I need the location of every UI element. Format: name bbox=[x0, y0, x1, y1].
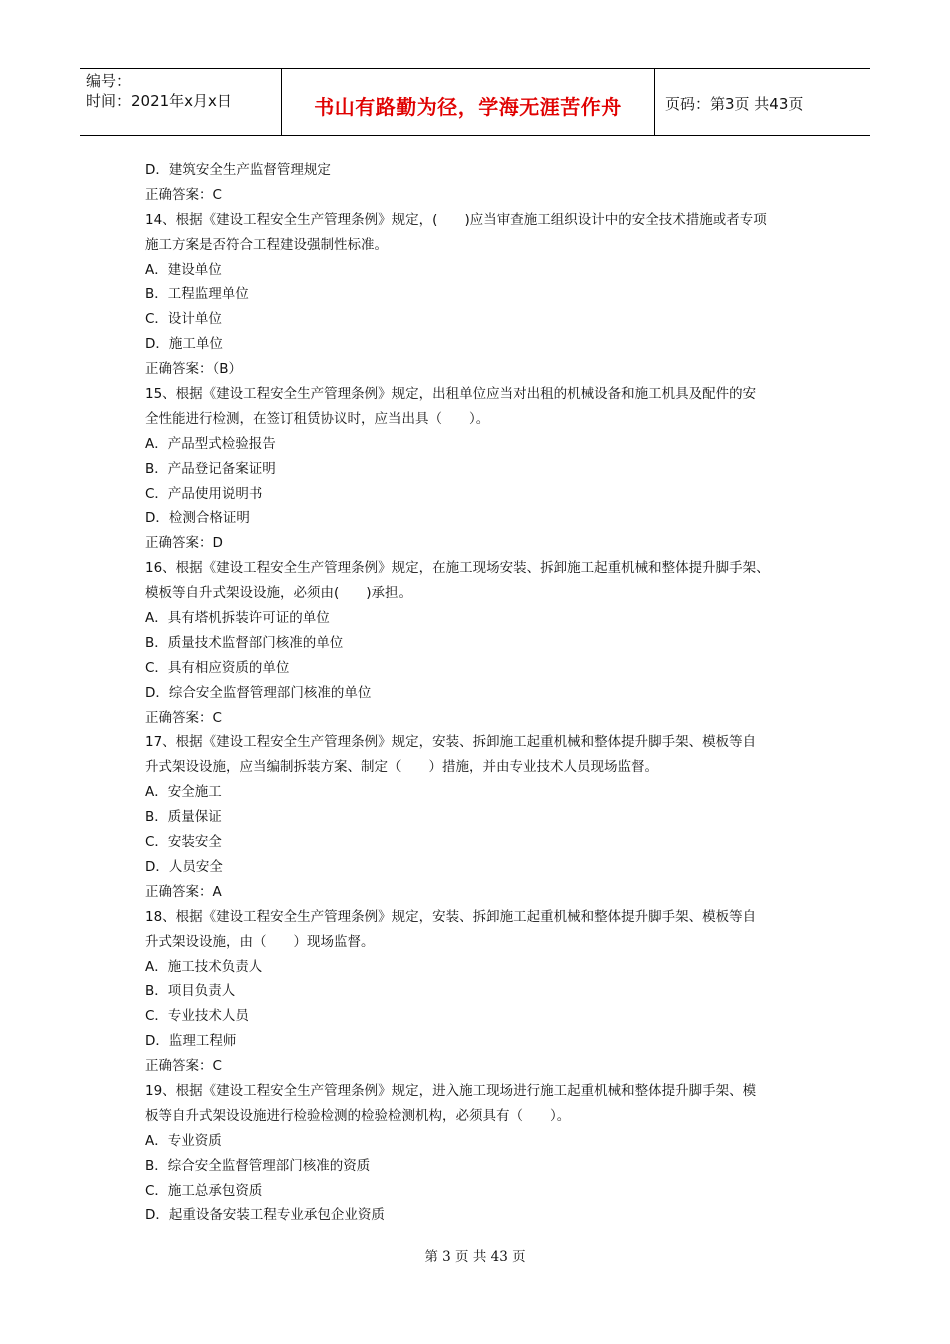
header-page-cell bbox=[655, 69, 870, 135]
text-line: A．安全施工 bbox=[145, 784, 222, 801]
text-line: D．人员安全 bbox=[145, 858, 223, 875]
text-line: 模板等自升式架设设施，必须由( )承担。 bbox=[145, 585, 413, 602]
text-line: B．项目负责人 bbox=[145, 983, 236, 1000]
text-line: B．产品登记备案证明 bbox=[145, 460, 276, 477]
text-line: 正确答案：C bbox=[145, 1058, 222, 1075]
text-line: 正确答案：A bbox=[145, 883, 222, 900]
text-line: B．质量保证 bbox=[145, 809, 222, 826]
text-line: A．产品型式检验报告 bbox=[145, 435, 276, 452]
page-header bbox=[80, 68, 870, 136]
text-line: 升式架设设施，由（ ）现场监督。 bbox=[145, 933, 375, 950]
text-line: 正确答案：D bbox=[145, 535, 223, 552]
text-line: C．具有相应资质的单位 bbox=[145, 659, 290, 676]
text-line: A．具有塔机拆装许可证的单位 bbox=[145, 610, 330, 627]
text-line: B．工程监理单位 bbox=[145, 286, 249, 303]
text-line: 18、根据《建设工程安全生产管理条例》规定，安装、拆卸施工起重机械和整体提升脚手架、模板等自 bbox=[145, 908, 757, 925]
text-line: D．监理工程师 bbox=[145, 1033, 237, 1050]
text-line: A．施工技术负责人 bbox=[145, 958, 263, 975]
text-line: 15、根据《建设工程安全生产管理条例》规定，出租单位应当对出租的机械设备和施工机具及配件的安 bbox=[145, 386, 757, 403]
header-meta-cell bbox=[80, 69, 282, 135]
text-line: 正确答案：（B） bbox=[145, 361, 243, 378]
text-line: A．专业资质 bbox=[145, 1132, 222, 1149]
number-label: 编号： bbox=[86, 72, 132, 90]
text-line: C．产品使用说明书 bbox=[145, 485, 263, 502]
text-line: 板等自升式架设设施进行检验检测的检验检测机构，必须具有（ ）。 bbox=[145, 1107, 571, 1124]
text-line: 升式架设设施，应当编制拆装方案、制定（ ）措施，并由专业技术人员现场监督。 bbox=[145, 759, 658, 776]
text-line: 正确答案：C bbox=[145, 709, 222, 726]
text-line: D．检测合格证明 bbox=[145, 510, 250, 527]
page-footer: 第 3 页 共 43 页 bbox=[424, 1249, 526, 1265]
text-line: D．起重设备安装工程专业承包企业资质 bbox=[145, 1207, 385, 1224]
text-line: 16、根据《建设工程安全生产管理条例》规定，在施工现场安装、拆卸施工起重机械和整体提升脚手架、 bbox=[145, 560, 770, 577]
text-line: C．专业技术人员 bbox=[145, 1008, 249, 1025]
text-line: 正确答案：C bbox=[145, 186, 222, 203]
text-line: D．综合安全监督管理部门核准的单位 bbox=[145, 684, 372, 701]
text-line: B．综合安全监督管理部门核准的资质 bbox=[145, 1157, 371, 1174]
text-line: C．安装安全 bbox=[145, 834, 222, 851]
text-line: D．施工单位 bbox=[145, 336, 223, 353]
header-motto-cell bbox=[282, 69, 655, 135]
text-line: 14、根据《建设工程安全生产管理条例》规定，( )应当审查施工组织设计中的安全技术措施或者专项 bbox=[145, 211, 767, 228]
text-line: C．施工总承包资质 bbox=[145, 1182, 263, 1199]
motto-text: 书山有路勤为径，学海无涯苦作舟 bbox=[314, 95, 622, 119]
text-line: A．建设单位 bbox=[145, 261, 222, 278]
text-line: 全性能进行检测，在签订租赁协议时，应当出具（ ）。 bbox=[145, 410, 490, 427]
text-line: D．建筑安全生产监督管理规定 bbox=[145, 162, 331, 178]
text-line: 17、根据《建设工程安全生产管理条例》规定，安装、拆卸施工起重机械和整体提升脚手架、模板等自 bbox=[145, 734, 757, 751]
question-content bbox=[145, 158, 815, 1228]
text-line: B．质量技术监督部门核准的单位 bbox=[145, 634, 344, 651]
time-label: 时间：2021年x月x日 bbox=[86, 92, 232, 110]
text-line: 施工方案是否符合工程建设强制性标准。 bbox=[145, 236, 388, 253]
text-line: 19、根据《建设工程安全生产管理条例》规定，进入施工现场进行施工起重机械和整体提升脚手架、模 bbox=[145, 1082, 757, 1099]
text-line: C．设计单位 bbox=[145, 311, 222, 328]
page-code: 页码：第3页 共43页 bbox=[665, 95, 804, 113]
